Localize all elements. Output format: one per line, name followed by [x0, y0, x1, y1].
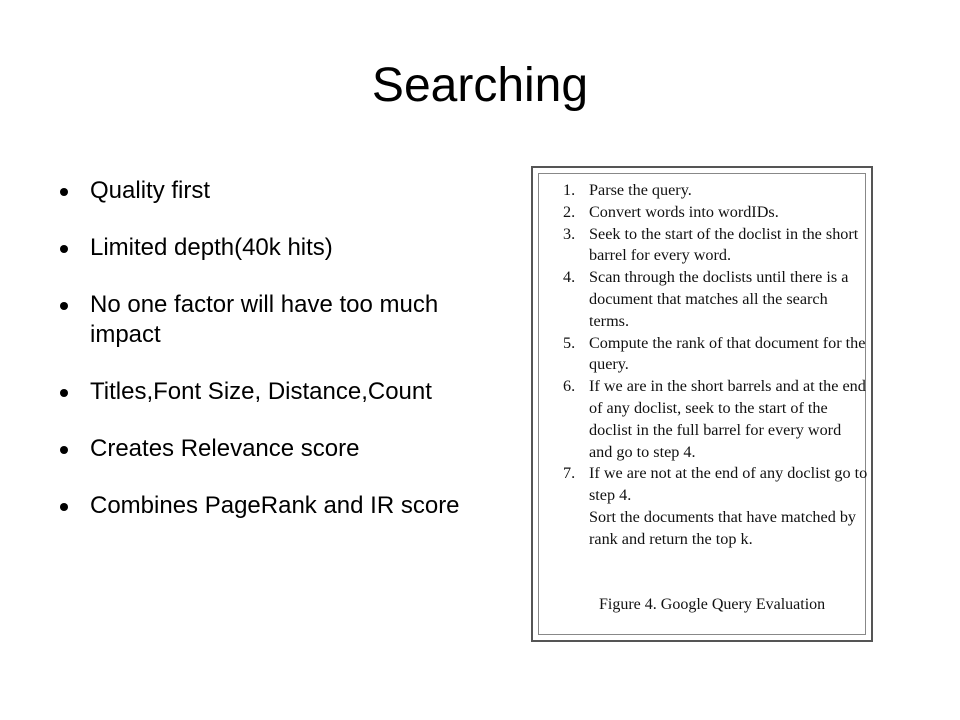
bullet-dot-icon — [60, 389, 68, 397]
step-text: Parse the query. — [589, 181, 692, 199]
step-item — [563, 180, 868, 202]
step-text: Convert words into wordIDs. — [589, 202, 779, 221]
step-item — [563, 463, 868, 507]
step-text: Seek to the start of the doclist in the short barrel for every word. — [589, 224, 859, 265]
bullet-text: Quality first — [90, 177, 211, 204]
figure-image — [531, 166, 873, 642]
bullet-text: Titles,Font Size, Distance,Count — [90, 378, 432, 405]
step-number: 6. — [563, 377, 576, 396]
figure-caption: Figure 4. Google Query Evaluation — [599, 596, 826, 613]
step-number: 3. — [563, 224, 576, 243]
step-item — [563, 507, 868, 551]
bullet-text: Combines PageRank and IR score — [90, 492, 460, 519]
bullet-item — [60, 434, 480, 464]
bullet-text: Creates Relevance score — [90, 435, 360, 462]
step-text: Sort the documents that have matched by rank and return the top k. — [589, 507, 857, 548]
step-item — [563, 333, 868, 377]
step-number: 7. — [563, 464, 576, 483]
bullet-dot-icon — [60, 446, 68, 454]
slide-title: Searching — [371, 59, 589, 112]
bullet-text: Limited depth(40k hits) — [90, 234, 333, 261]
bullet-text: No one factor will have too much impact — [90, 291, 439, 348]
bullet-item — [60, 290, 480, 350]
step-text: If we are in the short barrels and at the end of any doclist, seek to the start of the doclist in the full barrel for every word and go to step 4. — [589, 377, 866, 461]
figure-inner-border — [538, 173, 866, 635]
step-number: 1. — [563, 181, 576, 199]
bullet-list — [60, 176, 480, 548]
step-text: Scan through the doclists until there is a document that matches all the search terms. — [589, 268, 849, 330]
step-item — [563, 376, 868, 463]
bullet-item — [60, 377, 480, 407]
step-number: 4. — [563, 268, 576, 287]
step-text: Compute the rank of that document for the query. — [589, 333, 866, 374]
bullet-item — [60, 233, 480, 263]
bullet-dot-icon — [60, 188, 68, 196]
step-number: 5. — [563, 333, 576, 352]
step-number: 2. — [563, 202, 576, 221]
bullet-dot-icon — [60, 302, 68, 310]
step-list — [563, 180, 868, 551]
bullet-dot-icon — [60, 245, 68, 253]
step-item — [563, 202, 868, 224]
step-text: If we are not at the end of any doclist go to step 4. — [589, 464, 868, 505]
step-item — [563, 267, 868, 332]
step-item — [563, 224, 868, 268]
bullet-dot-icon — [60, 503, 68, 511]
bullet-item — [60, 176, 480, 206]
bullet-item — [60, 491, 480, 521]
